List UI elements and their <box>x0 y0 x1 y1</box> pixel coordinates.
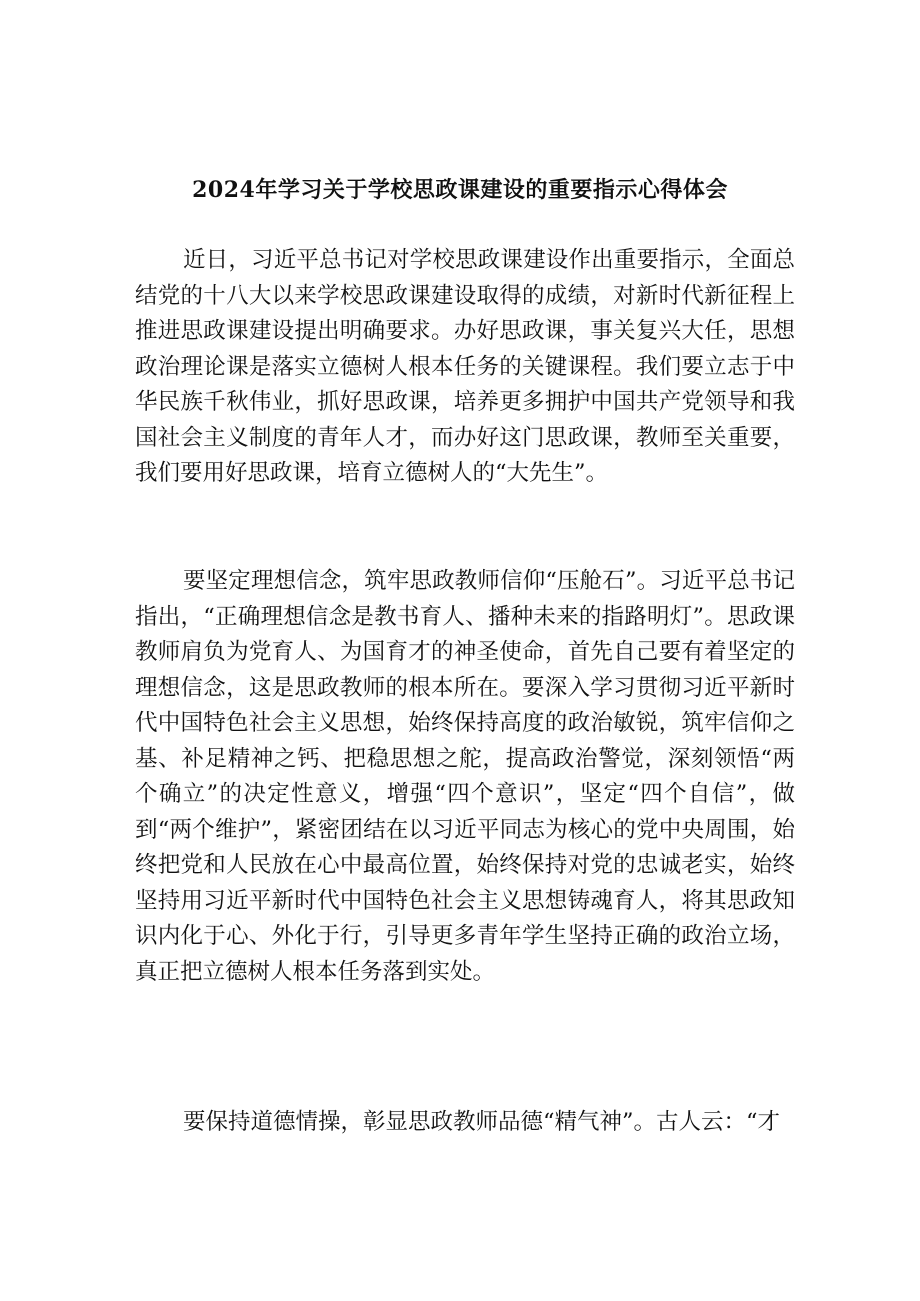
paragraph-3: 要保持道德情操，彰显思政教师品德“精气神”。古人云：“才 <box>183 1109 781 1135</box>
document-title: 2024年学习关于学校思政课建设的重要指示心得体会 <box>192 177 728 203</box>
paragraph-1: 近日，习近平总书记对学校思政课建设作出重要指示，全面总结党的十八大以来学校思政课建设取得的成绩，对新时代新征程上推进思政课建设提出明确要求。办好思政课，事关复兴大任，思想政治理论课是落实立德树人根本任务的关键课程。我们要立志于中华民族千秋伟业，抓好思政课，培养更多拥护中国共产党领导和我国社会主义制度的青年人才，而办好这门思政课，教师至关重要，我们要用好思政课，培育立德树人的“大先生”。 <box>135 247 795 486</box>
paragraph-2: 要坚定理想信念，筑牢思政教师信仰“压舱石”。习近平总书记指出，“正确理想信念是教书育人、播种未来的指路明灯”。思政课教师肩负为党育人、为国育才的神圣使命，首先自己要有着坚定的理想信念，这是思政教师的根本所在。要深入学习贯彻习近平新时代中国特色社会主义思想，始终保持高度的政治敏锐，筑牢信仰之基、补足精神之钙、把稳思想之舵，提高政治警觉，深刻领悟“两个确立”的决定性意义，增强“四个意识”，坚定“四个自信”，做到“两个维护”，紧密团结在以习近平同志为核心的党中央周围，始终把党和人民放在心中最高位置，始终保持对党的忠诚老实，始终坚持用习近平新时代中国特色社会主义思想铸魂育人，将其思政知识内化于心、外化于行，引导更多青年学生坚持正确的政治立场，真正把立德树人根本任务落到实处。 <box>135 568 795 985</box>
